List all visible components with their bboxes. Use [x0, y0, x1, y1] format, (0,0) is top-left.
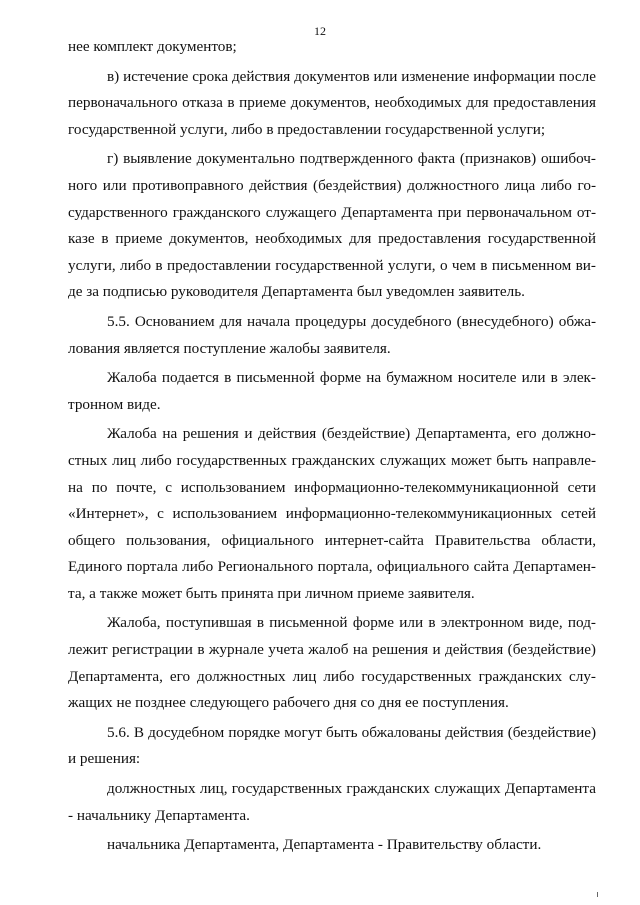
text-line: государственной услуги, либо в предоставлении государственной услуги; [68, 120, 546, 138]
paragraph-officials-appeal [68, 776, 596, 829]
text-line: в) истечение срока действия документов или изменение информации после [107, 67, 596, 85]
text-line: и решения: [68, 750, 141, 768]
text-line: 5.5. Основанием для начала процедуры досудебного (внесудебного) обжа- [107, 312, 596, 330]
text-line: «Интернет», с использованием информационно-телекоммуникационных сетей [68, 505, 596, 523]
text-line: лования является поступление жалобы заявителя. [68, 339, 391, 357]
paragraph-5-5 [68, 309, 596, 362]
paragraph-5-6 [68, 720, 596, 773]
scan-mark [597, 892, 598, 897]
text-line: общего пользования, официального интернет-сайта Правительства области, [68, 531, 596, 549]
paragraph-complaint-channels [68, 421, 596, 607]
text-line: должностных лиц, государственных гражданских служащих Департамента [107, 780, 596, 798]
paragraph-continuation [68, 34, 596, 61]
text-line: казе в приеме документов, необходимых для предоставления государственной [68, 230, 596, 248]
text-line: Департамента, его должностных лиц либо государственных гражданских слу- [68, 667, 596, 685]
text-line: жащих не позднее следующего рабочего дня со дня ее поступления. [68, 694, 509, 712]
text-line: тронном виде. [68, 395, 161, 413]
text-line: де за подписью руководителя Департамента был уведомлен заявитель. [68, 283, 525, 301]
text-line: г) выявление документально подтвержденного факта (признаков) ошибоч- [107, 150, 596, 168]
text-line: та, а также может быть принята при личном приеме заявителя. [68, 584, 475, 602]
text-line: Жалоба, поступившая в письменной форме или в электронном виде, под- [107, 614, 596, 632]
text-line: 5.6. В досудебном порядке могут быть обжалованы действия (бездействие) [107, 723, 596, 741]
text-line: Жалоба на решения и действия (бездействие) Департамента, его должно- [107, 425, 596, 443]
text-line: сударственного гражданского служащего Департамента при первоначальном от- [68, 203, 596, 221]
text-line: услуги, либо в предоставлении государственной услуги, о чем в письменном ви- [68, 256, 596, 274]
text-line: Единого портала либо Регионального портала, официального сайта Департамен- [68, 558, 596, 576]
paragraph-complaint-registration [68, 610, 596, 716]
text-line: начальника Департамента, Департамента - Правительству области. [107, 836, 542, 854]
text-line: первоначального отказа в приеме документов, необходимых для предоставления [68, 94, 596, 112]
text-line: ного или противоправного действия (бездействия) должностного лица либо го- [68, 176, 596, 194]
paragraph-item-v [68, 64, 596, 144]
text-line: нее комплект документов; [68, 38, 237, 55]
text-line: стных лиц либо государственных гражданских служащих может быть направле- [68, 451, 596, 469]
paragraph-head-appeal [68, 832, 596, 859]
text-line: на по почте, с использованием информационно-телекоммуникационной сети [68, 478, 596, 496]
paragraph-complaint-form [68, 365, 596, 418]
text-line: Жалоба подается в письменной форме на бумажном носителе или в элек- [107, 369, 596, 387]
text-line: - начальнику Департамента. [68, 806, 250, 824]
paragraph-item-g [68, 146, 596, 306]
document-body [68, 34, 596, 859]
text-line: лежит регистрации в журнале учета жалоб на решения и действия (бездействие) [68, 641, 596, 659]
page-number: 12 [314, 24, 326, 38]
